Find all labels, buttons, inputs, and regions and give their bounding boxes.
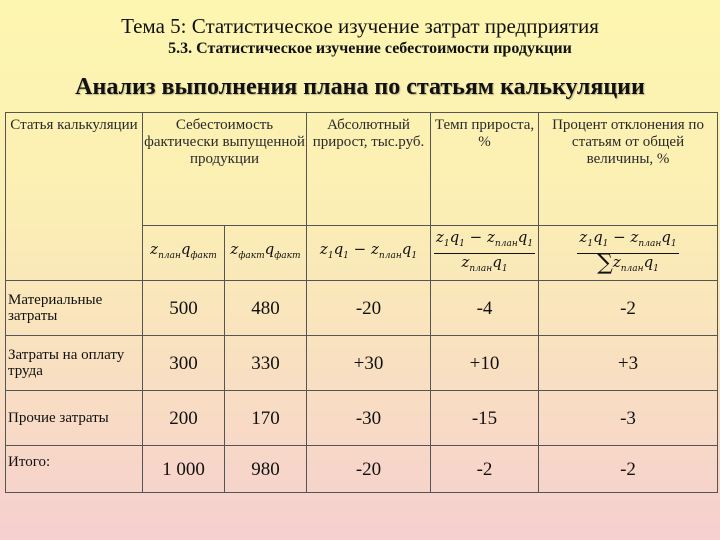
row-rate: -4 (431, 281, 539, 336)
header-share: Процент отклонения по статьям от общей величины, % (539, 113, 718, 226)
total-fact: 980 (225, 446, 307, 493)
total-plan: 1 000 (143, 446, 225, 493)
row-absolute: -30 (307, 391, 431, 446)
row-fact: 330 (225, 336, 307, 391)
row-share: +3 (539, 336, 718, 391)
row-fact: 170 (225, 391, 307, 446)
formula-plan: $z_{план}q_{факт}$ (143, 226, 225, 281)
row-share: -3 (539, 391, 718, 446)
row-item: Материальные затраты (6, 281, 143, 336)
row-item: Прочие затраты (6, 391, 143, 446)
calculation-table (5, 112, 718, 493)
header-cost: Себестоимость фактически выпущенной продукции (143, 113, 307, 226)
header-rate: Темп прироста, % (431, 113, 539, 226)
total-rate: -2 (431, 446, 539, 493)
row-absolute: -20 (307, 281, 431, 336)
formula-blank (6, 226, 143, 281)
slide-subtopic: 5.3. Статистическое изучение себестоимости продукции (168, 40, 572, 57)
row-plan: 200 (143, 391, 225, 446)
total-share: -2 (539, 446, 718, 493)
row-rate: -15 (431, 391, 539, 446)
row-rate: +10 (431, 336, 539, 391)
formula-fact: $z_{факт}q_{факт}$ (225, 226, 307, 281)
row-absolute: +30 (307, 336, 431, 391)
slide-topic: Тема 5: Статистическое изучение затрат предприятия (121, 14, 599, 38)
row-share: -2 (539, 281, 718, 336)
header-item: Статья калькуляции (6, 113, 143, 226)
slide-heading: Анализ выполнения плана по статьям калькуляции (75, 74, 645, 100)
total-absolute: -20 (307, 446, 431, 493)
formula-rate: $\frac{z_1q_1 - z_{план}q_1}{z_{план}q_1}$ (431, 226, 539, 281)
row-item: Затраты на оплату труда (6, 336, 143, 391)
formula-absolute: $z_1q_1 - z_{план}q_1$ (307, 226, 431, 281)
row-plan: 300 (143, 336, 225, 391)
row-fact: 480 (225, 281, 307, 336)
total-label: Итого: (6, 446, 143, 493)
row-plan: 500 (143, 281, 225, 336)
header-absolute: Абсолютный прирост, тыс.руб. (307, 113, 431, 226)
formula-share: $\frac{z_1q_1 - z_{план}q_1}{\sum z_{план}q_1}$ (539, 226, 718, 281)
